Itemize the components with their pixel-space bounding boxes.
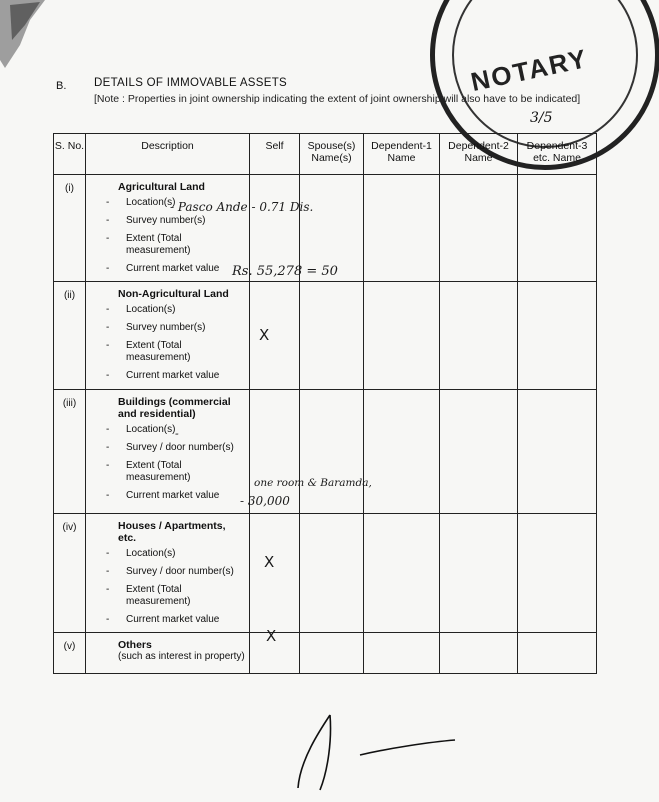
header-dependent-3: Dependent-3 etc. Name — [518, 134, 597, 175]
handwritten-ag-value: Rs. 55,278 = 50 — [232, 264, 338, 279]
header-dependent-1: Dependent-1 Name — [364, 134, 440, 175]
list-item: - Current market value — [106, 263, 245, 275]
table-row — [54, 514, 597, 633]
category-label: Agricultural Land — [118, 181, 205, 193]
category-label: Non-Agricultural Land — [118, 288, 229, 300]
row-sno: (v) — [54, 633, 86, 674]
row-sno: (ii) — [54, 282, 86, 390]
handwritten-bld-location: - — [175, 427, 179, 440]
row-sno: (i) — [54, 175, 86, 282]
row-description — [86, 175, 250, 282]
row-sno: (iii) — [54, 390, 86, 514]
list-item: - Extent (Total measurement) — [106, 340, 245, 364]
list-item: - Survey / door number(s) — [106, 566, 245, 578]
row-description — [86, 390, 250, 514]
list-item: - Extent (Total measurement) — [106, 584, 245, 608]
handwritten-bld-value: - 30,000 — [240, 494, 290, 508]
list-item: - Current market value — [106, 370, 245, 382]
row-description — [86, 514, 250, 633]
header-self: Self — [250, 134, 300, 175]
signature-icon — [290, 700, 470, 795]
list-item: - Location(s) — [106, 304, 245, 316]
table-row — [54, 390, 597, 514]
table-row — [54, 633, 597, 674]
handwritten-bld-extent: one room & Baramda, — [254, 477, 372, 489]
list-item: - Current market value — [106, 490, 245, 502]
notary-stamp-text: NOTARY — [468, 42, 591, 98]
list-item: - Survey number(s) — [106, 322, 245, 334]
list-item: - Survey / door number(s) — [106, 442, 245, 454]
list-item: - Extent (Total measurement) — [106, 233, 245, 257]
section-note: [Note : Properties in joint ownership indicating the extent of joint ownership will also have to be indicated] — [94, 93, 581, 105]
list-item: - Location(s) — [106, 197, 245, 209]
list-item: - Location(s) — [106, 424, 245, 436]
scan-artifact — [0, 0, 50, 70]
header-spouse: Spouse(s) Name(s) — [300, 134, 364, 175]
handwritten-nonag-self: X — [259, 326, 270, 344]
section-letter: B. — [56, 80, 67, 92]
list-item: - Location(s) — [106, 548, 245, 560]
section-title: DETAILS OF IMMOVABLE ASSETS — [94, 77, 287, 89]
header-dependent-2: Dependent-2 Name — [440, 134, 518, 175]
list-item: - Extent (Total measurement) — [106, 460, 245, 484]
header-sno: S. No. — [54, 134, 86, 175]
immovable-assets-table — [53, 133, 597, 674]
category-label: Others — [118, 639, 152, 651]
handwritten-houses-self: X — [264, 553, 275, 571]
list-item: - Current market value — [106, 614, 245, 626]
category-extra: (such as interest in property) — [118, 651, 245, 662]
header-description: Description — [86, 134, 250, 175]
table-header-row — [54, 134, 597, 175]
handwritten-others-self: X — [266, 627, 277, 645]
row-description — [86, 633, 250, 674]
list-item: - Survey number(s) — [106, 215, 245, 227]
table-row — [54, 282, 597, 390]
category-label: Houses / Apartments, etc. — [118, 520, 226, 544]
row-sno: (iv) — [54, 514, 86, 633]
page-mark: 3/5 — [530, 110, 553, 126]
handwritten-ag-location: - Pasco Ande - 0.71 Dis. — [170, 200, 314, 214]
category-label: Buildings (commercial and residential) — [118, 396, 231, 420]
row-description — [86, 282, 250, 390]
